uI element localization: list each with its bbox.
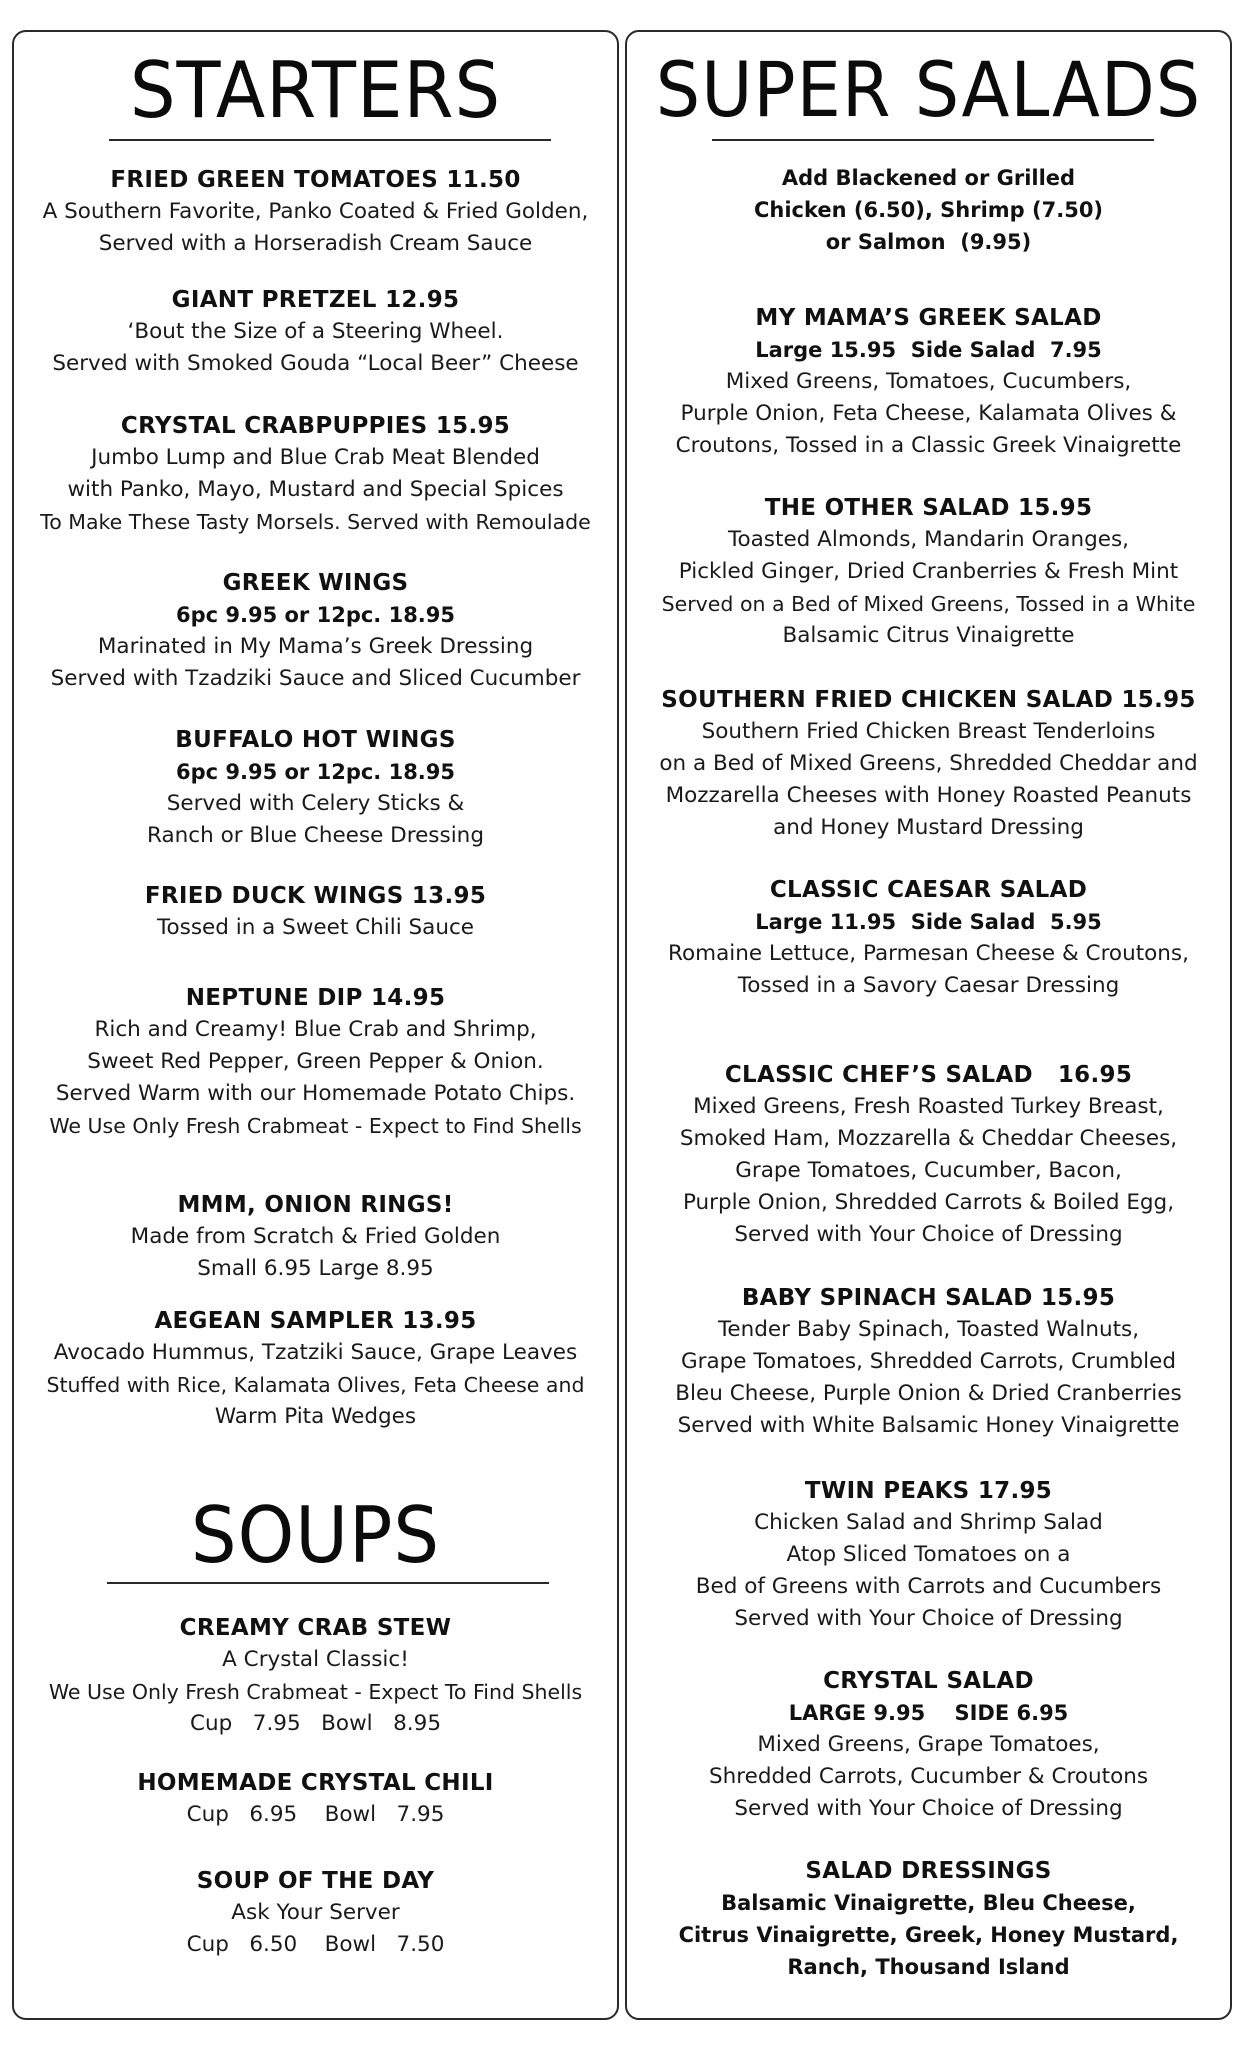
item-name: CLASSIC CAESAR SALAD — [769, 877, 1088, 903]
salad-addons — [627, 162, 1230, 258]
starter-item-giant-pretzel — [14, 284, 617, 380]
item-name: NEPTUNE DIP 14.95 — [185, 985, 446, 1011]
item-desc-line: Tender Baby Spinach, Toasted Walnuts, — [717, 1317, 1140, 1342]
left-menu-panel — [12, 30, 619, 2020]
item-desc-line: To Make These Tasty Morsels. Served with Remoulade — [40, 510, 591, 534]
starter-item-onion-rings — [14, 1189, 617, 1285]
item-desc-line: Marinated in My Mama’s Greek Dressing — [97, 634, 534, 659]
item-desc-line: Rich and Creamy! Blue Crab and Shrimp, — [94, 1017, 537, 1042]
soup-item-crystal-chili — [14, 1767, 617, 1831]
item-name: THE OTHER SALAD 15.95 — [764, 495, 1093, 521]
salad-dressings — [627, 1855, 1230, 1983]
item-desc-line: Served on a Bed of Mixed Greens, Tossed in a White — [661, 592, 1196, 616]
item-desc-line: Pickled Ginger, Dried Cranberries & Fresh Mint — [678, 559, 1179, 584]
salad-item-southern-fried-chicken — [627, 684, 1230, 844]
item-name: TWIN PEAKS 17.95 — [804, 1478, 1053, 1504]
item-name: SOUTHERN FRIED CHICKEN SALAD 15.95 — [661, 687, 1196, 713]
item-price-options: LARGE 9.95 SIDE 6.95 — [788, 1701, 1069, 1725]
starter-item-greek-wings — [14, 567, 617, 695]
item-desc-line: Stuffed with Rice, Kalamata Olives, Feta Cheese and — [46, 1373, 585, 1397]
item-desc-line: Served with Tzadziki Sauce and Sliced Cucumber — [50, 666, 581, 691]
salad-item-baby-spinach — [627, 1282, 1230, 1442]
addon-line: Chicken (6.50), Shrimp (7.50) — [753, 198, 1104, 222]
item-name: CLASSIC CHEF’S SALAD 16.95 — [724, 1062, 1133, 1088]
super-salads-heading: SUPER SALADS — [655, 45, 1202, 135]
item-desc-line: Mozzarella Cheeses with Honey Roasted Peanuts — [665, 783, 1192, 808]
right-menu-panel — [625, 30, 1232, 2020]
item-name: MMM, ONION RINGS! — [177, 1192, 454, 1218]
item-name: SOUP OF THE DAY — [196, 1868, 435, 1894]
item-desc-line: Served with Your Choice of Dressing — [734, 1222, 1123, 1247]
soups-divider — [107, 1582, 549, 1584]
salad-item-greek-salad — [627, 302, 1230, 462]
item-desc-line: Croutons, Tossed in a Classic Greek Vinaigrette — [675, 433, 1182, 458]
soup-item-soup-of-the-day — [14, 1865, 617, 1961]
item-desc-line: Balsamic Citrus Vinaigrette — [782, 623, 1075, 648]
item-desc-line: Small 6.95 Large 8.95 — [197, 1256, 434, 1281]
item-desc-line: Grape Tomatoes, Cucumber, Bacon, — [735, 1158, 1122, 1183]
item-desc-line: Tossed in a Sweet Chili Sauce — [156, 915, 475, 940]
item-desc-line: Southern Fried Chicken Breast Tenderloins — [701, 719, 1156, 744]
item-desc-line: Smoked Ham, Mozzarella & Cheddar Cheeses, — [679, 1126, 1178, 1151]
item-desc-line: Served with Celery Sticks & — [166, 791, 465, 816]
item-name: SALAD DRESSINGS — [805, 1858, 1052, 1884]
item-name: CRYSTAL SALAD — [823, 1668, 1034, 1694]
item-desc-line: Sweet Red Pepper, Green Pepper & Onion. — [87, 1049, 544, 1074]
item-name: CRYSTAL CRABPUPPIES 15.95 — [120, 413, 511, 439]
item-desc-line: Jumbo Lump and Blue Crab Meat Blended — [91, 445, 540, 470]
super-salads-divider — [712, 139, 1154, 141]
salad-item-crystal-salad — [627, 1665, 1230, 1825]
item-desc-line: Cup 6.50 Bowl 7.50 — [186, 1932, 445, 1957]
item-name: HOMEMADE CRYSTAL CHILI — [137, 1770, 494, 1796]
item-desc-line: Bleu Cheese, Purple Onion & Dried Cranberries — [675, 1381, 1182, 1406]
item-desc-line: Chicken Salad and Shrimp Salad — [754, 1510, 1103, 1535]
item-desc-line: Romaine Lettuce, Parmesan Cheese & Croutons, — [668, 941, 1189, 966]
item-desc-line: Mixed Greens, Grape Tomatoes, — [757, 1732, 1100, 1757]
item-name: BABY SPINACH SALAD 15.95 — [741, 1285, 1116, 1311]
item-name: CREAMY CRAB STEW — [179, 1615, 452, 1641]
salad-item-twin-peaks — [627, 1475, 1230, 1635]
item-desc-line: Purple Onion, Feta Cheese, Kalamata Olives & — [680, 401, 1177, 426]
item-desc-line: on a Bed of Mixed Greens, Shredded Cheddar and — [659, 751, 1198, 776]
item-desc-line: ‘Bout the Size of a Steering Wheel. — [127, 319, 504, 344]
item-desc-line: Served with Smoked Gouda “Local Beer” Cheese — [52, 351, 579, 376]
salad-item-chefs-salad — [627, 1059, 1230, 1251]
starter-item-crystal-crabpuppies — [14, 410, 617, 538]
item-desc-line: Shredded Carrots, Cucumber & Croutons — [708, 1764, 1149, 1789]
dressing-line: Ranch, Thousand Island — [787, 1955, 1070, 1979]
item-name: GREEK WINGS — [222, 570, 409, 596]
item-desc-line: Served with Your Choice of Dressing — [734, 1606, 1123, 1631]
item-desc-line: Made from Scratch & Fried Golden — [130, 1224, 501, 1249]
item-name: MY MAMA’S GREEK SALAD — [755, 305, 1102, 331]
item-desc-line: Atop Sliced Tomatoes on a — [786, 1542, 1071, 1567]
salad-item-caesar — [627, 874, 1230, 1002]
item-price-options: 6pc 9.95 or 12pc. 18.95 — [175, 603, 456, 627]
item-desc-line: Mixed Greens, Fresh Roasted Turkey Breast, — [693, 1094, 1164, 1119]
item-desc-line: Purple Onion, Shredded Carrots & Boiled Egg, — [682, 1190, 1175, 1215]
starter-item-buffalo-hot-wings — [14, 724, 617, 852]
starter-item-neptune-dip — [14, 982, 617, 1142]
item-desc-line: Served Warm with our Homemade Potato Chips. — [55, 1081, 576, 1106]
item-desc-line: Served with a Horseradish Cream Sauce — [98, 231, 533, 256]
item-desc-line: Cup 7.95 Bowl 8.95 — [190, 1711, 441, 1736]
item-desc-line: Toasted Almonds, Mandarin Oranges, — [728, 527, 1129, 552]
addon-line: or Salmon (9.95) — [825, 230, 1032, 254]
item-name: FRIED GREEN TOMATOES 11.50 — [110, 167, 521, 193]
item-name: AEGEAN SAMPLER 13.95 — [154, 1308, 477, 1334]
item-desc-line: Cup 6.95 Bowl 7.95 — [186, 1802, 445, 1827]
item-desc-line: Served with Your Choice of Dressing — [734, 1796, 1123, 1821]
item-name: FRIED DUCK WINGS 13.95 — [144, 883, 487, 909]
item-desc-line: We Use Only Fresh Crabmeat - Expect to Find Shells — [49, 1114, 582, 1138]
soups-heading: SOUPS — [190, 1489, 441, 1581]
starter-item-fried-duck-wings — [14, 880, 617, 944]
item-desc-line: and Honey Mustard Dressing — [773, 815, 1084, 840]
item-name: GIANT PRETZEL 12.95 — [171, 287, 460, 313]
item-price-options: 6pc 9.95 or 12pc. 18.95 — [175, 760, 456, 784]
item-desc-line: Avocado Hummus, Tzatziki Sauce, Grape Leaves — [53, 1340, 578, 1365]
item-desc-line: Grape Tomatoes, Shredded Carrots, Crumbled — [680, 1349, 1177, 1374]
item-desc-line: with Panko, Mayo, Mustard and Special Spices — [67, 477, 564, 502]
soup-item-creamy-crab-stew — [14, 1612, 617, 1740]
starter-item-aegean-sampler — [14, 1305, 617, 1433]
item-desc-line: Ask Your Server — [231, 1900, 400, 1925]
item-desc-line: A Southern Favorite, Panko Coated & Fried Golden, — [42, 199, 589, 224]
item-desc-line: Warm Pita Wedges — [214, 1404, 417, 1429]
item-desc-line: Mixed Greens, Tomatoes, Cucumbers, — [725, 369, 1132, 394]
item-name: BUFFALO HOT WINGS — [175, 727, 456, 753]
item-desc-line: Ranch or Blue Cheese Dressing — [147, 823, 484, 848]
item-desc-line: Bed of Greens with Carrots and Cucumbers — [695, 1574, 1162, 1599]
item-price-options: Large 15.95 Side Salad 7.95 — [755, 338, 1102, 362]
starter-item-fried-green-tomatoes — [14, 164, 617, 260]
starters-heading: STARTERS — [129, 44, 502, 136]
item-price-options: Large 11.95 Side Salad 5.95 — [755, 910, 1102, 934]
item-desc-line: A Crystal Classic! — [222, 1647, 409, 1672]
dressing-line: Citrus Vinaigrette, Greek, Honey Mustard, — [678, 1923, 1179, 1947]
item-desc-line: We Use Only Fresh Crabmeat - Expect To Find Shells — [48, 1680, 583, 1704]
addon-line: Add Blackened or Grilled — [781, 166, 1076, 190]
dressing-line: Balsamic Vinaigrette, Bleu Cheese, — [721, 1891, 1136, 1915]
starters-divider — [109, 139, 551, 141]
salad-item-other-salad — [627, 492, 1230, 652]
item-desc-line: Served with White Balsamic Honey Vinaigrette — [677, 1413, 1180, 1438]
item-desc-line: Tossed in a Savory Caesar Dressing — [737, 973, 1120, 998]
